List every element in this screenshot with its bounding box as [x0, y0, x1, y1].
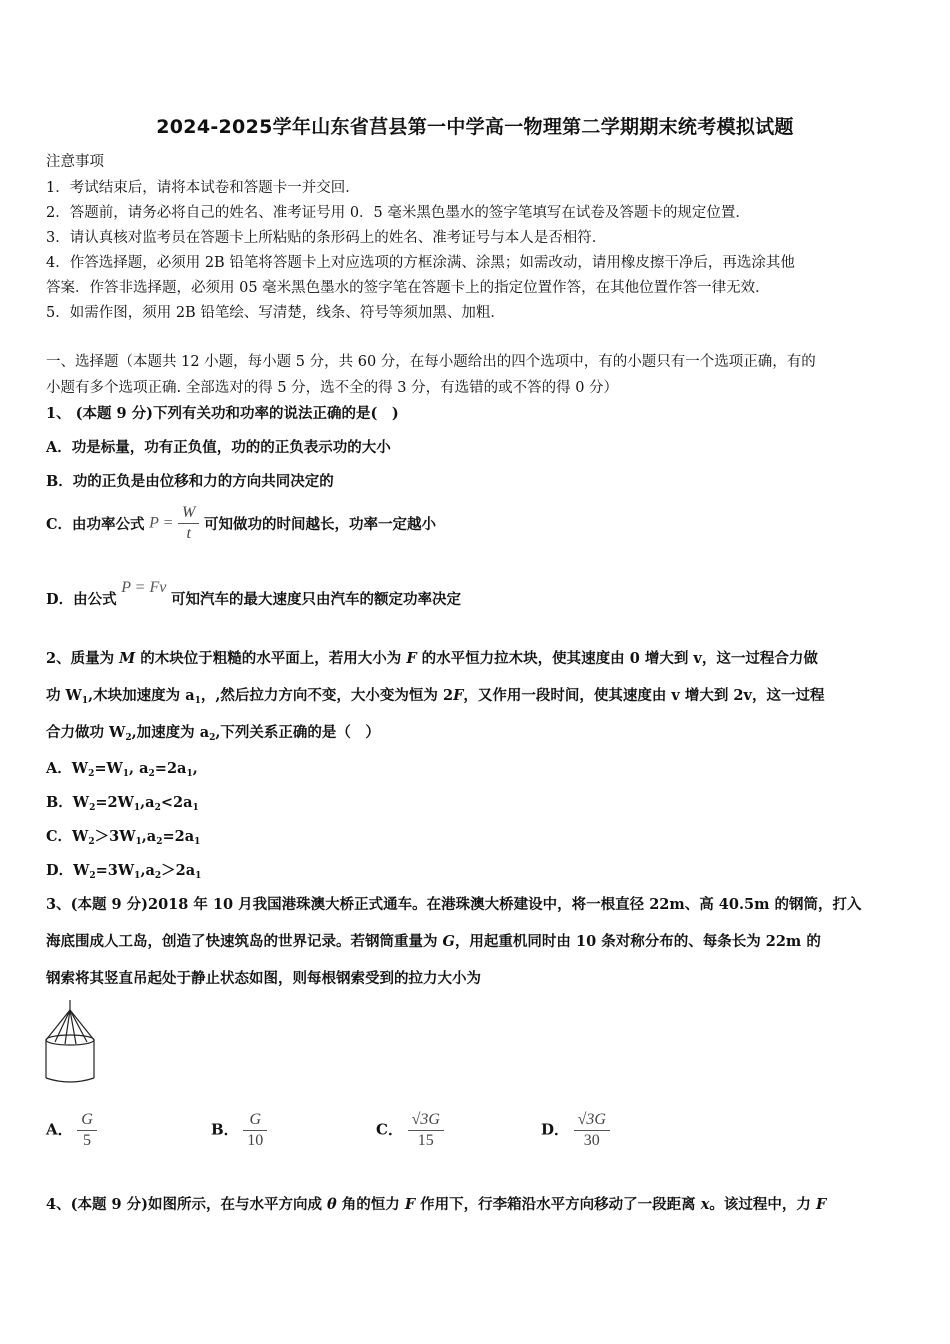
q2-l2b: ,木块加速度为 a [88, 687, 195, 704]
notice-heading: 注意事项 [46, 154, 104, 170]
section-heading-line2: 小题有多个选项正确. 全部选对的得 5 分，选不全的得 3 分，有选错的或不答的得 0 分） [46, 380, 619, 396]
q2-l1b: 的木块位于粗糙的水平面上，若用大小为 [135, 650, 407, 667]
q2-od-s2: 1 [134, 871, 141, 881]
notice-item-4: 4．作答选择题，必须用 2B 铅笔将答题卡上对应选项的方框涂满、涂黑；如需改动，请用橡皮擦干净后，再选涂其他 [46, 255, 795, 271]
q3-option-b [211, 1110, 267, 1151]
q2-option-b [46, 791, 199, 813]
q1-formula-lhs: P = [149, 514, 174, 532]
q4-stem-line1 [46, 1193, 826, 1214]
q4-b: 角的恒力 [336, 1196, 405, 1213]
q2-ob-p2: =2W [95, 794, 134, 811]
q2-ob-s1: 2 [89, 803, 96, 813]
q3-option-a-num: G [77, 1110, 97, 1131]
q2-od-p4: ＞2a [161, 862, 196, 879]
q2-l2d: ，又作用一段时间，使其速度由 v 增大到 2v，这一过程 [463, 687, 825, 704]
notice-item-1: 1．考试结束后，请将本试卷和答题卡一并交回． [46, 180, 360, 196]
q2-l3a: 合力做功 W [46, 724, 126, 741]
q2-stem-line1 [46, 647, 818, 668]
q2-od-s4: 1 [195, 871, 202, 881]
q2-od-s3: 2 [154, 871, 162, 881]
q2-oa-p1: W [71, 760, 89, 777]
q3-option-d-den: 30 [583, 1132, 600, 1149]
page-title: 2024-2025学年山东省莒县第一中学高一物理第二学期期末统考模拟试题 [156, 116, 794, 138]
q4-x: x [700, 1196, 710, 1213]
q3-option-c-fraction [408, 1110, 444, 1151]
q1-option-d-pre: D．由公式 [46, 591, 117, 608]
q3-option-a [46, 1110, 97, 1151]
q2-oa-p5: , [192, 760, 198, 777]
q2-l2c: ，,然后拉力方向不变，大小变为恒为 2 [200, 687, 454, 704]
q2-option-a-label: A． [46, 760, 72, 777]
q2-l2-F: F [453, 687, 464, 704]
q3-option-c-label: C． [376, 1120, 403, 1139]
q2-oc-p3: ,a [141, 828, 157, 845]
q3-option-d-fraction [574, 1110, 610, 1151]
q3-stem-line3: 钢索将其竖直吊起处于静止状态如图，则每根钢索受到的拉力大小为 [46, 970, 481, 987]
q3-option-d [541, 1110, 610, 1151]
q4-F2: F [815, 1196, 827, 1213]
q2-stem-line3 [46, 721, 380, 743]
q2-l2a: 功 W [46, 687, 82, 704]
q2-l3-sub1: 2 [125, 733, 132, 743]
q2-oc-s3: 2 [156, 837, 163, 847]
q2-option-c-label: C． [46, 828, 73, 845]
q3-option-a-fraction [77, 1110, 97, 1151]
q3-l2-G: G [442, 933, 455, 950]
q2-oc-s4: 1 [194, 837, 201, 847]
q2-l1c: 的水平恒力拉木块，使其速度由 0 增大到 v，这一过程合力做 [416, 650, 818, 667]
steel-cylinder-figure [42, 998, 104, 1086]
q2-oc-s2: 1 [135, 837, 142, 847]
q3-option-a-label: A． [46, 1120, 73, 1139]
q2-option-d-label: D． [46, 862, 74, 879]
q3-option-d-label: D． [541, 1120, 570, 1139]
q2-oa-p3: , a [129, 760, 149, 777]
q2-oa-p4: =2a [154, 760, 187, 777]
q3-option-a-den: 5 [83, 1132, 92, 1149]
q4-d: 。该过程中，力 [709, 1196, 816, 1213]
q1-option-c-post: 可知做功的时间越长，功率一定越小 [203, 516, 436, 533]
q1-option-d [46, 579, 461, 609]
q1-option-c-pre: C．由功率公式 [46, 516, 145, 533]
q2-option-a [46, 757, 198, 779]
q4-c: 作用下，行李箱沿水平方向移动了一段距离 [415, 1196, 701, 1213]
q2-l2-sub1: 1 [81, 696, 89, 706]
notice-item-2: 2．答题前，请务必将自己的姓名、准考证号用 0．5 毫米黑色墨水的签字笔填写在试卷及答题卡的规定位置． [46, 205, 750, 221]
q2-l3b: ,加速度为 a [131, 724, 210, 741]
q2-oa-s2: 1 [122, 769, 130, 779]
q2-ob-p1: W [72, 794, 90, 811]
q1-formula-fraction [178, 503, 199, 544]
q2-od-p2: =3W [95, 862, 135, 879]
q1-formula-denominator: t [186, 525, 191, 542]
q3-option-b-den: 10 [247, 1132, 264, 1149]
q3-option-c-num: √3G [408, 1110, 444, 1131]
q2-oc-p4: =2a [162, 828, 195, 845]
notice-item-4-cont: 答案．作答非选择题，必须用 05 毫米黑色墨水的签字笔在答题卡上的指定位置作答，在其他位置作答一律无效． [46, 280, 770, 296]
q2-l1-F: F [406, 650, 417, 667]
q1-option-d-formula: P = Fv [121, 579, 167, 596]
notice-item-3: 3．请认真核对监考员在答题卡上所粘贴的条形码上的姓名、准考证号与本人是否相符． [46, 230, 607, 246]
q2-od-p1: W [73, 862, 90, 879]
q3-stem-line2 [46, 930, 821, 951]
q2-ob-s4: 1 [192, 803, 199, 813]
q2-option-b-label: B． [46, 794, 73, 811]
q3-l2b: ，用起重机同时由 10 条对称分布的、每条长为 22m 的 [454, 933, 821, 950]
q4-a: 4、(本题 9 分)如图所示，在与水平方向成 [46, 1196, 328, 1213]
q3-option-b-label: B． [211, 1120, 239, 1139]
q2-l1a: 2、质量为 [46, 650, 120, 667]
q2-option-c [46, 825, 200, 847]
q2-ob-s3: 2 [154, 803, 161, 813]
q2-l2-sub2: 1 [194, 696, 201, 706]
q2-oc-s1: 2 [88, 837, 95, 847]
notice-item-5: 5．如需作图，须用 2B 铅笔绘、写清楚，线条、符号等须加黑、加粗． [46, 305, 505, 321]
q2-l3-sub2: 2 [209, 733, 216, 743]
q2-ob-p4: <2a [160, 794, 193, 811]
q2-l1-M: M [119, 650, 136, 667]
q2-ob-p3: ,a [140, 794, 155, 811]
q4-theta: θ [327, 1196, 337, 1213]
q1-option-b: B．功的正负是由位移和力的方向共同决定的 [46, 473, 334, 490]
q2-od-p3: ,a [140, 862, 155, 879]
q2-oa-s1: 2 [88, 769, 95, 779]
q2-l3c: ,下列关系正确的是（ ） [215, 724, 380, 741]
q1-formula-numerator: W [178, 503, 199, 524]
q3-option-c-den: 15 [417, 1132, 434, 1149]
q2-oa-s4: 1 [186, 769, 193, 779]
q3-option-c [376, 1110, 444, 1151]
q1-stem: 1、 (本题 9 分)下列有关功和功率的说法正确的是( ) [46, 405, 399, 422]
q3-option-b-fraction [243, 1110, 267, 1151]
q2-oa-s3: 2 [148, 769, 155, 779]
q4-F: F [404, 1196, 416, 1213]
q1-option-c [46, 503, 436, 544]
q3-option-d-num: √3G [574, 1110, 610, 1131]
q1-option-d-post: 可知汽车的最大速度只由汽车的额定功率决定 [170, 591, 461, 608]
q2-option-d [46, 859, 201, 881]
q2-od-s1: 2 [89, 871, 96, 881]
q3-stem-line1: 3、(本题 9 分)2018 年 10 月我国港珠澳大桥正式通车。在港珠澳大桥建设中，将一根直径 22m、高 40.5m 的钢筒，打入 [46, 896, 862, 913]
q3-l2a: 海底围成人工岛，创造了快速筑岛的世界记录。若钢筒重量为 [46, 933, 443, 950]
q2-oc-p1: W [72, 828, 89, 845]
q2-stem-line2 [46, 684, 824, 706]
q2-ob-s2: 1 [133, 803, 141, 813]
q1-option-a: A．功是标量，功有正负值，功的的正负表示功的大小 [46, 439, 391, 456]
q2-oc-p2: ＞3W [94, 828, 136, 845]
q2-oa-p2: =W [94, 760, 123, 777]
section-heading-line1: 一、选择题（本题共 12 小题，每小题 5 分，共 60 分，在每小题给出的四个选项中，有的小题只有一个选项正确，有的 [46, 354, 816, 370]
q3-option-b-num: G [243, 1110, 267, 1131]
